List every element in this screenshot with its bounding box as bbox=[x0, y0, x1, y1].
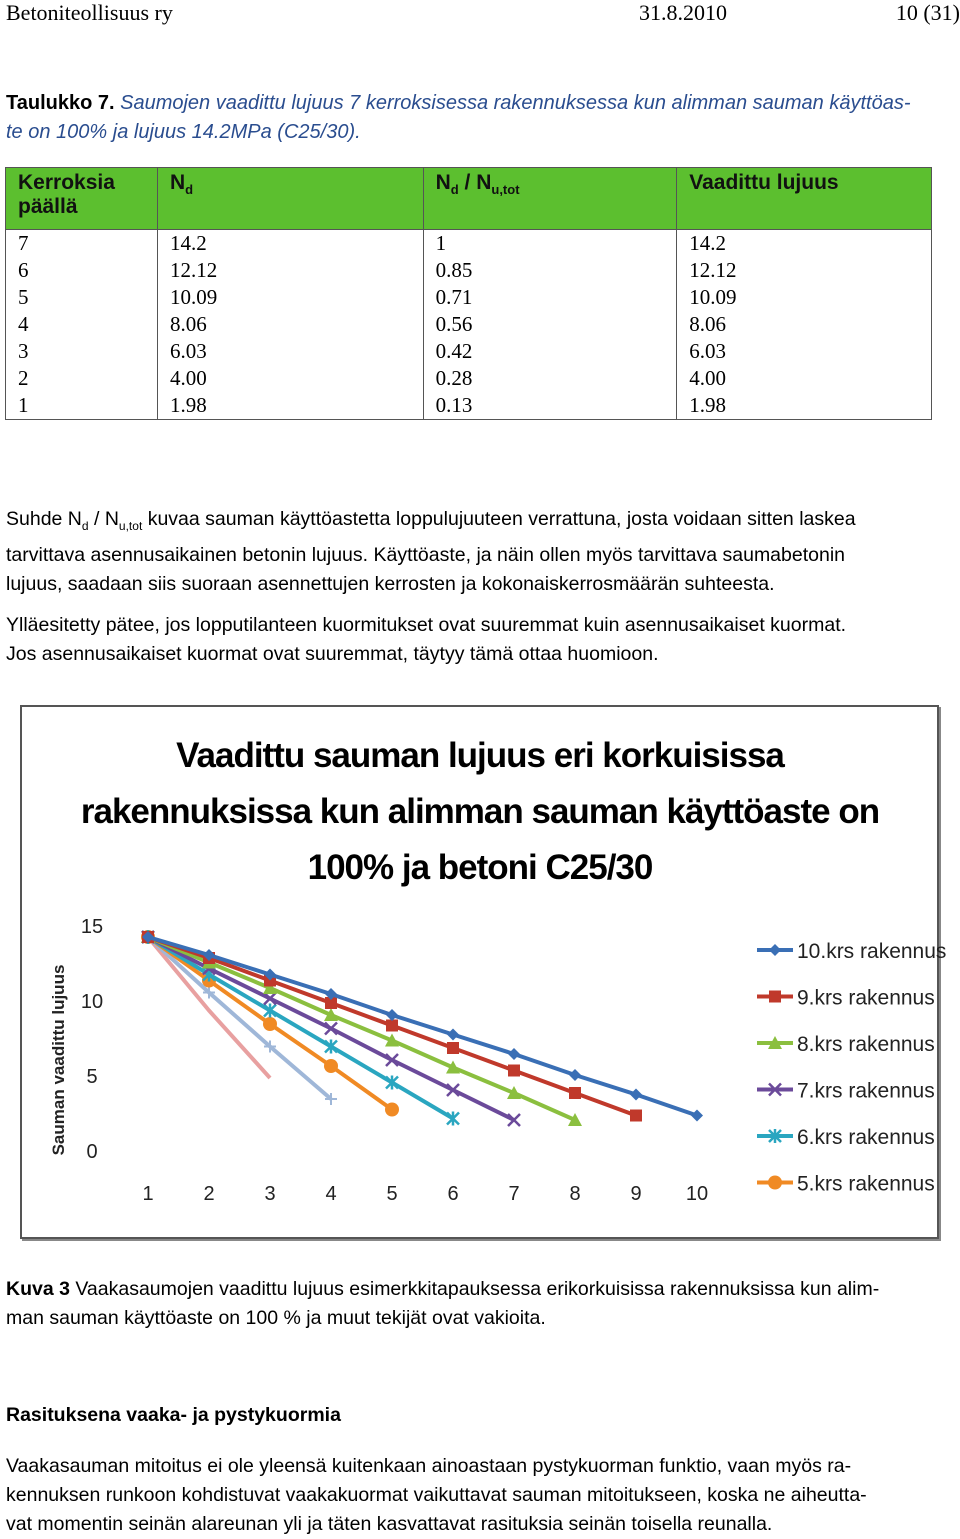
table-cell: 5 bbox=[6, 284, 158, 311]
header-required-strength: Vaadittu lujuus bbox=[677, 168, 932, 230]
table-body bbox=[6, 230, 932, 420]
legend-label: 9.krs rakennus bbox=[797, 986, 935, 1010]
table-cell: 10.09 bbox=[677, 284, 932, 311]
paragraph-ratio: Suhde $N_d / N_{u,tot}$ kuvaa sauman käyttöastetta loppulujuuteen verrattuna, josta voidaan sitten laskea tarvittava asennusaikainen betonin lujuus. Käyttöaste, ja näin ollen myös tarvittava saumabetonin lujuus, saadaan siis suoraan asennettujen kerrosten ja kokonaiskerrosmäärän suhteesta. bbox=[6, 508, 856, 595]
legend-label: 7.krs rakennus bbox=[797, 1079, 935, 1103]
table-cell: 8.06 bbox=[157, 311, 423, 338]
table-cell: 0.42 bbox=[423, 338, 677, 365]
x-tick-label: 6 bbox=[447, 1183, 459, 1205]
table-cell: 4.00 bbox=[157, 365, 423, 392]
table-cell: 6.03 bbox=[157, 338, 423, 365]
x-tick-label: 3 bbox=[264, 1183, 276, 1205]
y-tick-label: 5 bbox=[86, 1066, 98, 1088]
table-row bbox=[6, 365, 932, 392]
x-tick-label: 10 bbox=[685, 1183, 709, 1205]
table-cell: 0.28 bbox=[423, 365, 677, 392]
header-floors-above: Kerroksia päällä bbox=[6, 168, 158, 230]
x-tick-label: 2 bbox=[203, 1183, 215, 1205]
x-tick-label: 9 bbox=[630, 1183, 642, 1205]
table-caption-text-1: Saumojen vaadittu lujuus 7 kerroksisessa rakennuksessa kun alimman sauman käyttöas- bbox=[120, 92, 911, 114]
table-cell: 0.13 bbox=[423, 392, 677, 420]
table-cell: 0.56 bbox=[423, 311, 677, 338]
table-cell: 6 bbox=[6, 257, 158, 284]
table-cell: 7 bbox=[6, 230, 158, 258]
y-tick-label: 10 bbox=[80, 991, 104, 1013]
table-row bbox=[6, 230, 932, 258]
legend-label: 10.krs rakennus bbox=[797, 940, 947, 963]
header-nd: $N_d$ bbox=[157, 168, 423, 230]
table-cell: 8.06 bbox=[677, 311, 932, 338]
x-tick-label: 7 bbox=[508, 1183, 520, 1205]
table-row bbox=[6, 284, 932, 311]
legend-label: 8.krs rakennus bbox=[797, 1033, 935, 1056]
chart-title-line-2: rakennuksissa kun alimman sauman käyttöaste on bbox=[80, 792, 880, 831]
table-cell: 0.71 bbox=[423, 284, 677, 311]
x-tick-label: 8 bbox=[569, 1183, 581, 1205]
x-tick-label: 5 bbox=[386, 1183, 398, 1205]
table-row bbox=[6, 392, 932, 420]
table-cell: 12.12 bbox=[677, 257, 932, 284]
page-number: 10 (31) bbox=[895, 0, 960, 25]
table-header-row bbox=[6, 168, 932, 230]
header-nd-ratio: $N_d / N_{u,tot}$ bbox=[423, 168, 677, 230]
table-row bbox=[6, 257, 932, 284]
paragraph-horizontal-loads: Vaakasauman mitoitus ei ole yleensä kuitenkaan ainoastaan pystykuorman funktio, vaan myös ra- kennuksen runkoon kohdistuvat vaakakuormat vaikuttavat sauman mitoitukseen, koska ne aiheutta- vat momentin seinän alareunan yli ja täten kasvattavat rasituksia seinän toisella reunalla. bbox=[6, 1455, 867, 1535]
table-cell: 2 bbox=[6, 365, 158, 392]
table-row bbox=[6, 338, 932, 365]
table-cell: 4 bbox=[6, 311, 158, 338]
table-cell: 3 bbox=[6, 338, 158, 365]
table-cell: 10.09 bbox=[157, 284, 423, 311]
table-cell: 14.2 bbox=[157, 230, 423, 258]
strength-table bbox=[5, 167, 932, 420]
document-date: 31.8.2010 bbox=[639, 0, 727, 25]
table-cell: 1 bbox=[6, 392, 158, 420]
chart-title-line-1: Vaadittu sauman lujuus eri korkuisissa bbox=[176, 736, 784, 775]
page-header bbox=[6, 0, 960, 28]
table-caption bbox=[6, 89, 956, 147]
y-tick-label: 15 bbox=[80, 916, 104, 938]
figure-caption: Kuva 3 Vaakasaumojen vaadittu lujuus esimerkkitapauksessa erikorkuisissa rakennuksissa kun alim- man sauman käyttöaste on 100 % ja muut tekijät ovat vakioita. bbox=[6, 1278, 880, 1329]
table-caption-text-2: te on 100% ja lujuus 14.2MPa (C25/30). bbox=[6, 121, 361, 143]
x-tick-label: 1 bbox=[142, 1183, 154, 1205]
table-cell: 1.98 bbox=[157, 392, 423, 420]
table-cell: 1.98 bbox=[677, 392, 932, 420]
y-axis-label: Sauman vaadittu lujuus bbox=[49, 964, 68, 1156]
table-cell: 4.00 bbox=[677, 365, 932, 392]
table-cell: 0.85 bbox=[423, 257, 677, 284]
x-tick-label: 4 bbox=[325, 1183, 337, 1205]
legend-label: 5.krs rakennus bbox=[797, 1172, 935, 1196]
organization-name: Betoniteollisuus ry bbox=[6, 0, 173, 25]
table-cell: 1 bbox=[423, 230, 677, 258]
section-heading: Rasituksena vaaka- ja pystykuormia bbox=[6, 1404, 341, 1426]
table-caption-label: Taulukko 7. bbox=[6, 92, 115, 114]
y-tick-label: 0 bbox=[86, 1141, 98, 1163]
chart-title-line-3: 100% ja betoni C25/30 bbox=[307, 848, 653, 887]
legend-label: 6.krs rakennus bbox=[797, 1126, 935, 1149]
chart-title bbox=[0, 728, 960, 896]
table-cell: 12.12 bbox=[157, 257, 423, 284]
table-cell: 14.2 bbox=[677, 230, 932, 258]
table-row bbox=[6, 311, 932, 338]
table-cell: 6.03 bbox=[677, 338, 932, 365]
paragraph-loads: Ylläesitetty pätee, jos lopputilanteen kuormitukset ovat suuremmat kuin asennusaikaiset kuormat. Jos asennusaikaiset kuormat ovat suuremmat, täytyy tämä ottaa huomioon. bbox=[6, 614, 847, 665]
figure-caption-label: Kuva 3 bbox=[6, 1278, 70, 1300]
